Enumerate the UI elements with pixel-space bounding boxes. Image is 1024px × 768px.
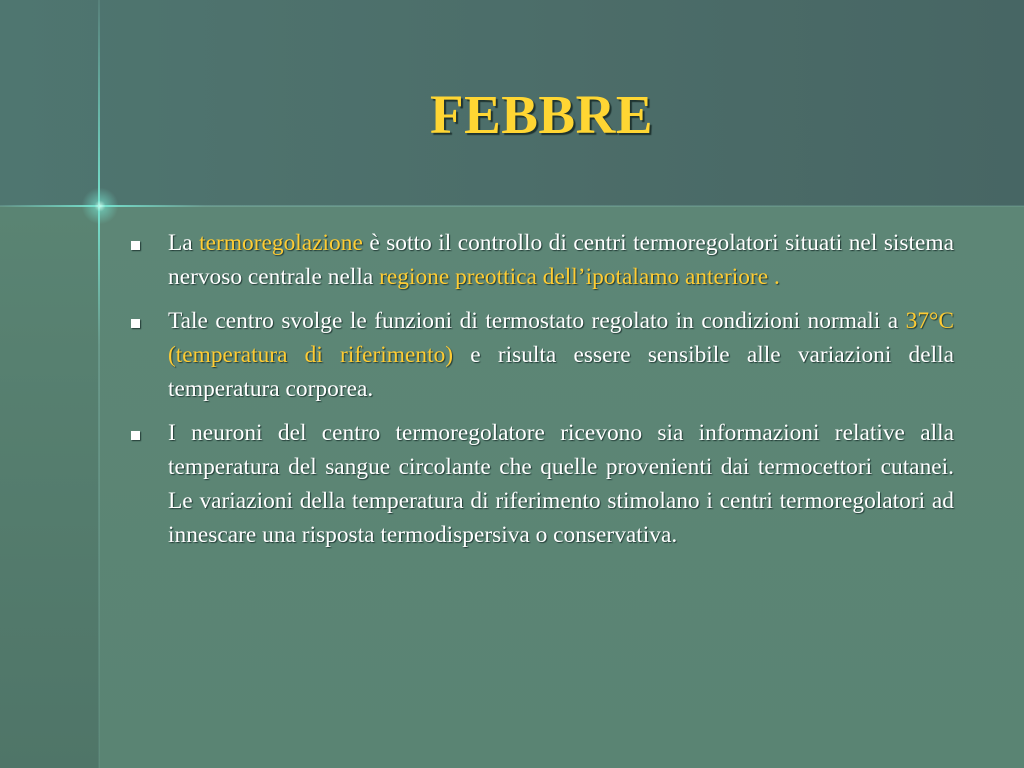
slide-title: FEBBRE <box>429 84 654 145</box>
bullet-text-segment: è sotto il controllo di centri termoregolatori situati nel sistema nervoso centrale nella <box>168 230 954 290</box>
left-band <box>0 206 99 768</box>
square-bullet-icon <box>131 431 140 440</box>
square-bullet-icon <box>131 241 140 250</box>
square-bullet-icon <box>131 319 140 328</box>
bullet-text-segment: Tale centro svolge le funzioni di termostato regolato in condizioni normali a <box>168 308 906 334</box>
bullet-text-segment: I neuroni del centro termoregolatore ricevono sia informazioni relative alla temperatura del sangue circolante che quelle provenienti dai termocettori cutanei. Le variazioni della temperatura di riferimento stimolano i centri termoregolatori ad innescare una risposta termodispersiva o conservativa. <box>168 420 954 548</box>
bullet-item <box>127 226 954 294</box>
sparkle-glow-icon <box>80 186 120 226</box>
bullet-list <box>127 226 954 562</box>
bullet-highlight-segment: termoregolazione <box>199 230 363 256</box>
bullet-text-segment: e risulta essere sensibile alle variazioni della temperatura corporea. <box>168 342 954 402</box>
bullet-text-segment: La <box>168 230 200 256</box>
bullet-item <box>127 416 954 552</box>
bullet-highlight-segment: regione preottica dell’ipotalamo anteriore . <box>379 264 780 290</box>
horizontal-divider-line <box>0 205 1024 207</box>
bullet-item <box>127 304 954 406</box>
bullet-highlight-segment: 37°C (temperatura di riferimento) <box>168 308 954 368</box>
